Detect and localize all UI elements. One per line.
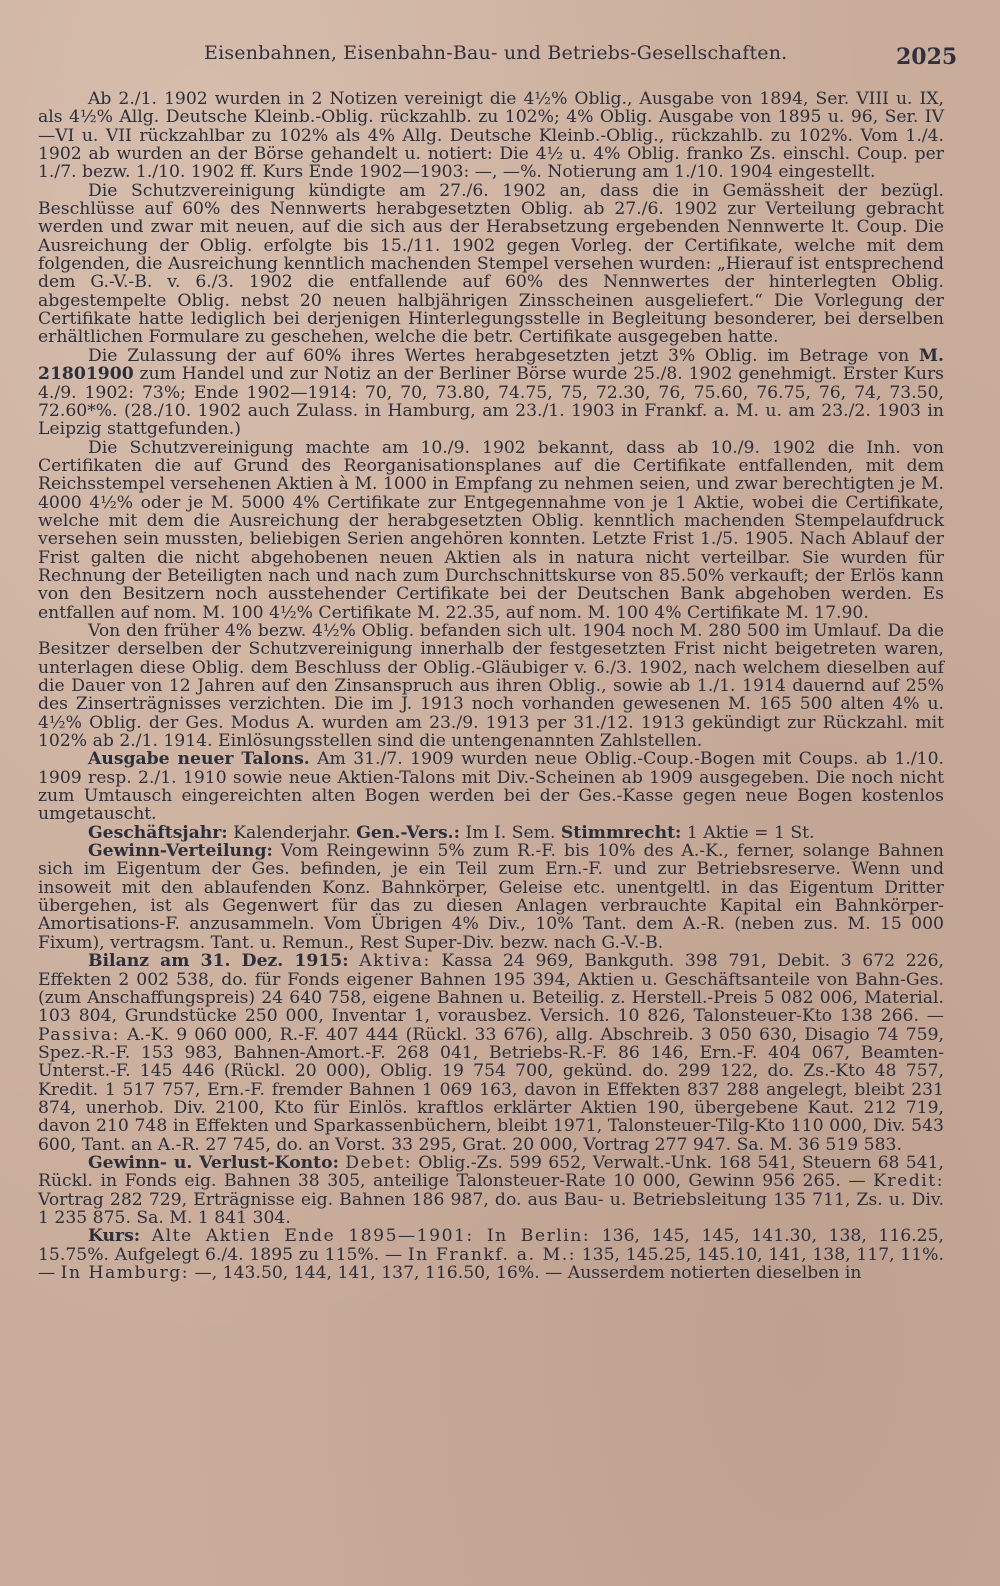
- bold-heading: Gewinn- u. Verlust-Konto:: [88, 1152, 339, 1173]
- text-run: Kalenderjahr.: [227, 822, 357, 843]
- spaced-heading: Passiva:: [38, 1024, 120, 1045]
- page-number: 2025: [896, 44, 958, 70]
- spaced-heading: Kredit:: [873, 1171, 944, 1192]
- spaced-heading: In Hamburg:: [60, 1263, 190, 1283]
- text-run: A.-K. 9 060 000, R.-F. 407 444 (Rückl. 33 676), allg. Abschreib. 3 050 630, Disagio 74 759, Spez.-R.-F. 153 983, Bahnen-Amort.-F. 268 041, Betriebs-R.-F. 86 146, Ern.-F. 404 067, Beamten-Unterst.-F. 145 446 (Rückl. 20 000), Oblig. 19 754 700, gekünd. do. 299 122, do. Zs.-Kto 48 757, Kredit. 1 517 757, Ern.-F. fremder Bahnen 1 069 163, davon in Effekten 837 288 angelegt, bleibt 231 874, unerhob. Div. 2100, Kto für Einlös. kraftlos erklärter Aktien 190, übergebene Kaut. 212 719, davon 210 748 in Effekten und Sparkassenbüchern, bleibt 1971, Talonsteuer-Tilg-Kto 110 000, Div. 543 600, Tant. an A.-R. 27 745, do. an Vorst. 33 295, Grat. 20 000, Vortrag 277 947. Sa. M. 36 519 583.: [38, 1024, 944, 1155]
- paragraph-certificates: [38, 439, 944, 622]
- text-run: Oblig.-Zs. 599 652, Verwalt.-Unk. 168 541, Steuern 68 541, Rückl. in Fonds eig. Bahnen 38 305, anteilige Talonsteuer-Rate 10 000, Gewinn 956 265. —: [38, 1152, 944, 1192]
- text-run: Vortrag 282 729, Erträgnisse eig. Bahnen 186 987, do. aus Bau- u. Betriebsleitung 135 711, Zs. u. Div. 1 235 875. Sa. M. 1 841 304.: [38, 1189, 944, 1228]
- paragraph-fiscal-year: [38, 824, 944, 842]
- paragraph-balance-sheet: [38, 952, 944, 1154]
- bold-heading: Gewinn-Verteilung:: [88, 841, 273, 862]
- text-run: Kassa 24 969, Bankguth. 398 791, Debit. 3 672 226, Effekten 2 002 538, do. für Fonds eigener Bahnen 195 394, Aktien u. Geschäftsanteile von Bahn-Ges. (zum Anschaffungspreis) 24 640 758, eigene Bahnen u. Beteilig. z. Herstell.-Preis 5 082 006, Material. 103 804, Grundstücke 250 000, Inventar 1, vorausbez. Versich. 10 826, Talonsteuer-Kto 138 266. —: [38, 951, 945, 1027]
- body-text: [38, 90, 944, 1282]
- paragraph-circulation: [38, 622, 944, 750]
- text-run: Die Schutzvereinigung kündigte am 27./6. 1902 an, dass die in Gemässheit der bezügl. Beschlüsse auf 60% des Nennwerts herabgesetzten Oblig. ab 27./6. 1902 zur Verteilung gebracht werden und zwar mit neuen, auf die sich aus der Herabsetzung ergebenden Nennwerte lt. Coup. Die Ausreichung der Oblig. erfolgte bis 15./11. 1902 gegen Vorleg. der Certifikate, welche mit dem folgenden, die Ausreichung kenntlich machenden Stempel versehen wurden: „Hierauf ist entsprechend dem G.-V.-B. v. 6./3. 1902 die entfallende auf 60% des Nennwertes der hinterlegten Oblig. abgestempelte Oblig. nebst 20 neuen halbjährigen Zinsscheinen ausgeliefert.“ Die Vorlegung der Certifikate hatte lediglich bei derjenigen Hinterlegungsstelle in Begleitung besonderer, bei derselben erhältlichen Formulare zu geschehen, welche die betr. Certifikate ausgegeben hatte.: [38, 180, 944, 348]
- paragraph-schutzvereinigung-notice: [38, 182, 944, 347]
- paragraph-profit-distribution: [38, 842, 944, 952]
- bold-heading: Geschäftsjahr:: [88, 822, 228, 843]
- text-run: Ab 2./1. 1902 wurden in 2 Notizen vereinigt die 4½% Oblig., Ausgabe von 1894, Ser. VIII u. IX, als 4½% Allg. Deutsche Kleinb.-Oblig. rückzahlb. zu 102%; 4% Oblig. Ausgabe von 1895 u. 96, Ser. IV—VI u. VII rückzahlbar zu 102% als 4% Allg. Deutsche Kleinb.-Oblig., rückzahlb. zu 102%. Vom 1./4. 1902 ab wurden an der Börse gehandelt u. notiert: Die 4½ u. 4% Oblig. franko Zs. einschl. Coup. per 1./7. bezw. 1./10. 1902 ff. Kurs Ende 1902—1903: —, —%. Notierung am 1./10. 1904 eingestellt.: [38, 89, 944, 183]
- bold-heading: Kurs:: [88, 1226, 141, 1247]
- text-run: Von den früher 4% bezw. 4½% Oblig. befanden sich ult. 1904 noch M. 280 500 im Umlauf. Da die Besitzer derselben der Schutzvereinigung innerhalb der festgesetzten Frist nicht beigetreten waren, unterlagen diese Oblig. dem Beschluss der Oblig.-Gläubiger v. 6./3. 1902, nach welchem dieselben auf die Dauer von 12 Jahren auf den Zinsanspruch aus ihren Oblig., sowie ab 1./1. 1914 dauernd auf 25% des Zinserträgnisses verzichten. Die im J. 1913 noch vorhanden gewesenen M. 165 500 alten 4% u. 4½% Oblig. der Ges. Modus A. wurden am 23./9. 1913 per 31./12. 1913 gekündigt zur Rückzahl. mit 102% ab 2./1. 1914. Einlösungsstellen sind die untengenannten Zahlstellen.: [38, 620, 944, 752]
- text-run: Am 31./7. 1909 wurden neue Oblig.-Coup.-Bogen mit Coups. ab 1./10. 1909 resp. 2./1. 1910 sowie neue Aktien-Talons mit Div.-Scheinen ab 1909 ausgegeben. Die noch nicht zum Umtausch eingereichten alten Bogen werden bei der Ges.-Kasse gegen neue Bogen kostenlos umgetauscht.: [38, 749, 944, 825]
- text-run: [140, 1226, 152, 1246]
- bold-heading: M. 21801900: [38, 345, 944, 385]
- paragraph-admission: [38, 347, 944, 439]
- text-run: Die Schutzvereinigung machte am 10./9. 1902 bekannt, dass ab 10./9. 1902 die Inh. von Certifikaten die auf Grund des Reorganisationsplanes auf die Certifikate entfallenden, mit dem Reichsstempel versehenen Aktien à M. 1000 in Empfang zu nehmen seien, und zwar berechtigten je M. 4000 4½% oder je M. 5000 4% Certifikate zur Entgegennahme von je 1 Aktie, wobei die Certifikate, welche mit dem die Ausreichung der herabgesetzten Oblig. kenntlich machenden Stempelaufdruck versehen sein mussten, beliebigen Serien angehören konnten. Letzte Frist 1./5. 1905. Nach Ablauf der Frist galten die nicht abgehobenen neuen Aktien als in natura nicht verteilbar. Sie wurden für Rechnung der Beteiligten nach und nach zum Durchschnittskurse von 85.50% verkauft; der Erlös kann von den Besitzern noch ausstehender Certifikate bei der Deutschen Bank abgehoben werden. Es entfallen auf nom. M. 100 4½% Certifikate M. 22.35, auf nom. M. 100 4% Certifikate M. 17.90.: [38, 437, 944, 623]
- spaced-heading: Debet:: [345, 1152, 413, 1173]
- page-header: [0, 38, 1000, 72]
- text-run: 135, 145.25, 145.10, 141, 138, 117, 11%. —: [38, 1244, 944, 1283]
- spaced-heading: In Frankf. a. M.:: [407, 1244, 577, 1265]
- text-run: 136, 145, 145, 141.30, 138, 116.25, 15.75%. Aufgelegt 6./4. 1895 zu 115%. —: [38, 1226, 944, 1265]
- bold-heading: Gen.-Vers.:: [356, 822, 460, 843]
- text-run: 1 Aktie = 1 St.: [681, 822, 815, 843]
- paragraph-share-prices: [38, 1227, 944, 1282]
- bold-heading: Bilanz am 31. Dez. 1915:: [88, 951, 349, 972]
- bold-heading: Ausgabe neuer Talons.: [88, 749, 310, 770]
- text-run: —, 143.50, 144, 141, 137, 116.50, 16%. — Ausserdem notierten dieselben in: [189, 1263, 862, 1283]
- bold-heading: Stimmrecht:: [560, 822, 682, 843]
- text-run: zum Handel und zur Notiz an der Berliner Börse wurde 25./8. 1902 genehmigt. Erster Kurs 4./9. 1902: 73%; Ende 1902—1914: 70, 70, 73.80, 74.75, 75, 72.30, 76, 75.60, 76.75, 76, 74, 73.50, 72.60*%. (28./10. 1902 auch Zulass. in Hamburg, am 23./1. 1903 in Frankf. a. M. u. am 23./2. 1903 in Leipzig stattgefunden.): [38, 364, 944, 440]
- paragraph-new-talons: [38, 750, 944, 823]
- running-title: Eisenbahnen, Eisenbahn-Bau- und Betriebs-Gesellschaften.: [204, 42, 788, 64]
- text-run: Vom Reingewinn 5% zum R.-F. bis 10% des A.-K., ferner, solange Bahnen sich im Eigentum der Ges. befinden, je ein Teil zum Ern.-F. und zur Betriebsreserve. Wenn und insoweit mit den ablaufenden Konz. Bahnkörper, Geleise etc. unentgeltl. in das Eigentum Dritter übergehen, ist als Gegenwert für das zu diesen Anlagen verbrauchte Kapital ein Bahnkörper-Amortisations-F. anzusammeln. Vom Übrigen 4% Div., 10% Tant. dem A.-R. (neben zus. M. 15 000 Fixum), vertragsm. Tant. u. Remun., Rest Super-Div. bezw. nach G.-V.-B.: [38, 841, 944, 953]
- spaced-heading: Aktiva:: [359, 951, 431, 972]
- text-run: Im I. Sem.: [459, 822, 561, 843]
- paragraph-profit-loss: [38, 1154, 944, 1227]
- text-run: [349, 951, 360, 971]
- spaced-heading: Alte Aktien Ende 1895—1901: In Berlin:: [151, 1226, 591, 1247]
- text-run: Die Zulassung der auf 60% ihres Wertes herabgesetzten jetzt 3% Oblig. im Betrage von: [88, 345, 919, 366]
- paragraph-obligation-merger: [38, 90, 944, 182]
